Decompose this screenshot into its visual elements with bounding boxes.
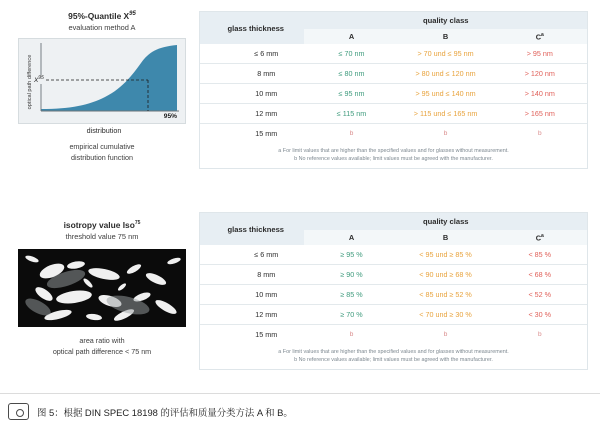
cell-thickness: 15 mm — [200, 124, 304, 144]
cell-class-a: ≥ 95 % — [304, 245, 398, 265]
camera-icon — [8, 403, 29, 420]
cell-class-a: ≥ 85 % — [304, 285, 398, 305]
table-a-group-quality: quality class — [304, 12, 587, 29]
figure-caption: 图 5：根据 DIN SPEC 18198 的评估和质量分类方法 A 和 B。 — [37, 406, 293, 418]
table-row — [200, 44, 587, 64]
cell-class-c: < 30 % — [493, 305, 587, 325]
table-a-grid — [200, 12, 587, 143]
chart-y-axis-label: optical path difference — [27, 54, 33, 110]
bottom-panel-caption-line1: area ratio with — [79, 336, 125, 346]
bottom-panel-title-text: isotropy value Iso — [63, 220, 135, 230]
top-panel-subtitle: evaluation method A — [68, 23, 136, 33]
top-panel-caption-line2: distribution function — [71, 152, 133, 162]
top-panel-title — [14, 10, 190, 22]
table-b-footnote-b: b No reference values available; limit values must be agreed with the manufacturer. — [294, 357, 493, 364]
bottom-left-panel — [14, 219, 190, 357]
figure-caption-bar — [0, 393, 600, 429]
table-method-b — [199, 212, 588, 370]
cell-class-c: < 52 % — [493, 285, 587, 305]
table-row — [200, 84, 587, 104]
cell-class-c: > 95 nm — [493, 44, 587, 64]
bottom-panel-subtitle: threshold value 75 nm — [65, 232, 139, 242]
top-panel-caption — [14, 142, 190, 163]
cell-thickness: 8 mm — [200, 64, 304, 84]
cell-thickness: ≤ 6 mm — [200, 44, 304, 64]
cell-class-a: ≤ 70 nm — [304, 44, 398, 64]
bottom-panel-title — [14, 219, 190, 231]
cell-class-a: b — [349, 331, 354, 338]
cell-class-b: < 85 und ≥ 52 % — [399, 285, 493, 305]
cell-class-c: < 68 % — [493, 265, 587, 285]
cell-class-b: > 95 und ≤ 140 nm — [399, 84, 493, 104]
cell-class-c: > 165 nm — [493, 104, 587, 124]
cell-class-c: b — [537, 331, 542, 338]
cell-class-c: < 85 % — [493, 245, 587, 265]
cell-class-c: > 120 nm — [493, 64, 587, 84]
cell-class-a: ≤ 95 nm — [304, 84, 398, 104]
cell-class-c: > 140 nm — [493, 84, 587, 104]
bottom-panel-caption-line2: optical path difference < 75 nm — [52, 346, 152, 356]
table-b-grid — [200, 213, 587, 344]
cell-class-b: < 70 und ≥ 30 % — [399, 305, 493, 325]
cell-class-b: b — [443, 331, 448, 338]
cell-class-b: > 80 und ≤ 120 nm — [399, 64, 493, 84]
table-method-a — [199, 11, 588, 169]
table-row — [200, 285, 587, 305]
table-a-col-c: $C^a$ — [493, 29, 587, 44]
table-b-col-c: $C^a$ — [493, 230, 587, 245]
cell-class-b: b — [443, 130, 448, 137]
table-a-footnote-b: b No reference values available; limit values must be agreed with the manufacturer. — [294, 156, 493, 163]
table-b-header-row — [200, 213, 587, 230]
cell-class-b: > 115 und ≤ 165 nm — [399, 104, 493, 124]
table-b-col-a: A — [304, 230, 398, 245]
chart-x-axis-label: distribution — [86, 126, 122, 136]
table-row — [200, 325, 587, 345]
table-b-col-b: B — [399, 230, 493, 245]
cell-thickness: 10 mm — [200, 84, 304, 104]
cell-class-a: ≥ 90 % — [304, 265, 398, 285]
table-row — [200, 265, 587, 285]
table-a-footnotes — [200, 143, 587, 168]
table-row — [200, 64, 587, 84]
chart-x95-marker: $X^{95}$ — [34, 75, 44, 85]
cell-thickness: 12 mm — [200, 104, 304, 124]
table-row — [200, 104, 587, 124]
table-row — [200, 124, 587, 144]
table-a-col-b: B — [399, 29, 493, 44]
cell-class-a: b — [349, 130, 354, 137]
table-a-col-thickness: glass thickness — [200, 12, 304, 44]
chart-95-percent-marker: 95% — [163, 113, 177, 121]
cell-class-c: b — [537, 130, 542, 137]
bottom-panel-title-sub: 75 — [134, 220, 141, 227]
cell-class-a: ≤ 80 nm — [304, 64, 398, 84]
cell-thickness: 8 mm — [200, 265, 304, 285]
table-a-footnote-a: a For limit values that are higher than the specified values and for glasses without measurement. — [278, 148, 509, 154]
table-row — [200, 245, 587, 265]
cell-thickness: ≤ 6 mm — [200, 245, 304, 265]
top-panel-title-sub: 95 — [129, 11, 136, 18]
isotropy-photo-svg — [18, 249, 186, 327]
top-panel-caption-line1: empirical cumulative — [69, 142, 135, 152]
table-b-footnote-a: a For limit values that are higher than the specified values and for glasses without measurement. — [278, 349, 509, 355]
table-row — [200, 305, 587, 325]
isotropy-photo — [18, 249, 186, 327]
table-b-footnotes — [200, 344, 587, 369]
top-left-panel — [14, 10, 190, 163]
cell-class-b: < 95 und ≥ 85 % — [399, 245, 493, 265]
cell-class-b: < 90 und ≥ 68 % — [399, 265, 493, 285]
cell-thickness: 12 mm — [200, 305, 304, 325]
bottom-panel-caption — [14, 336, 190, 357]
cell-class-a: ≥ 70 % — [304, 305, 398, 325]
table-a-col-a: A — [304, 29, 398, 44]
cell-thickness: 15 mm — [200, 325, 304, 345]
table-b-group-quality: quality class — [304, 213, 587, 230]
top-panel-title-text: 95%-Quantile X — [68, 11, 130, 21]
table-a-header-row — [200, 12, 587, 29]
cell-thickness: 10 mm — [200, 285, 304, 305]
cell-class-b: > 70 und ≤ 95 nm — [399, 44, 493, 64]
table-b-col-thickness: glass thickness — [200, 213, 304, 245]
cell-class-a: ≤ 115 nm — [304, 104, 398, 124]
cumulative-distribution-chart — [18, 38, 186, 124]
